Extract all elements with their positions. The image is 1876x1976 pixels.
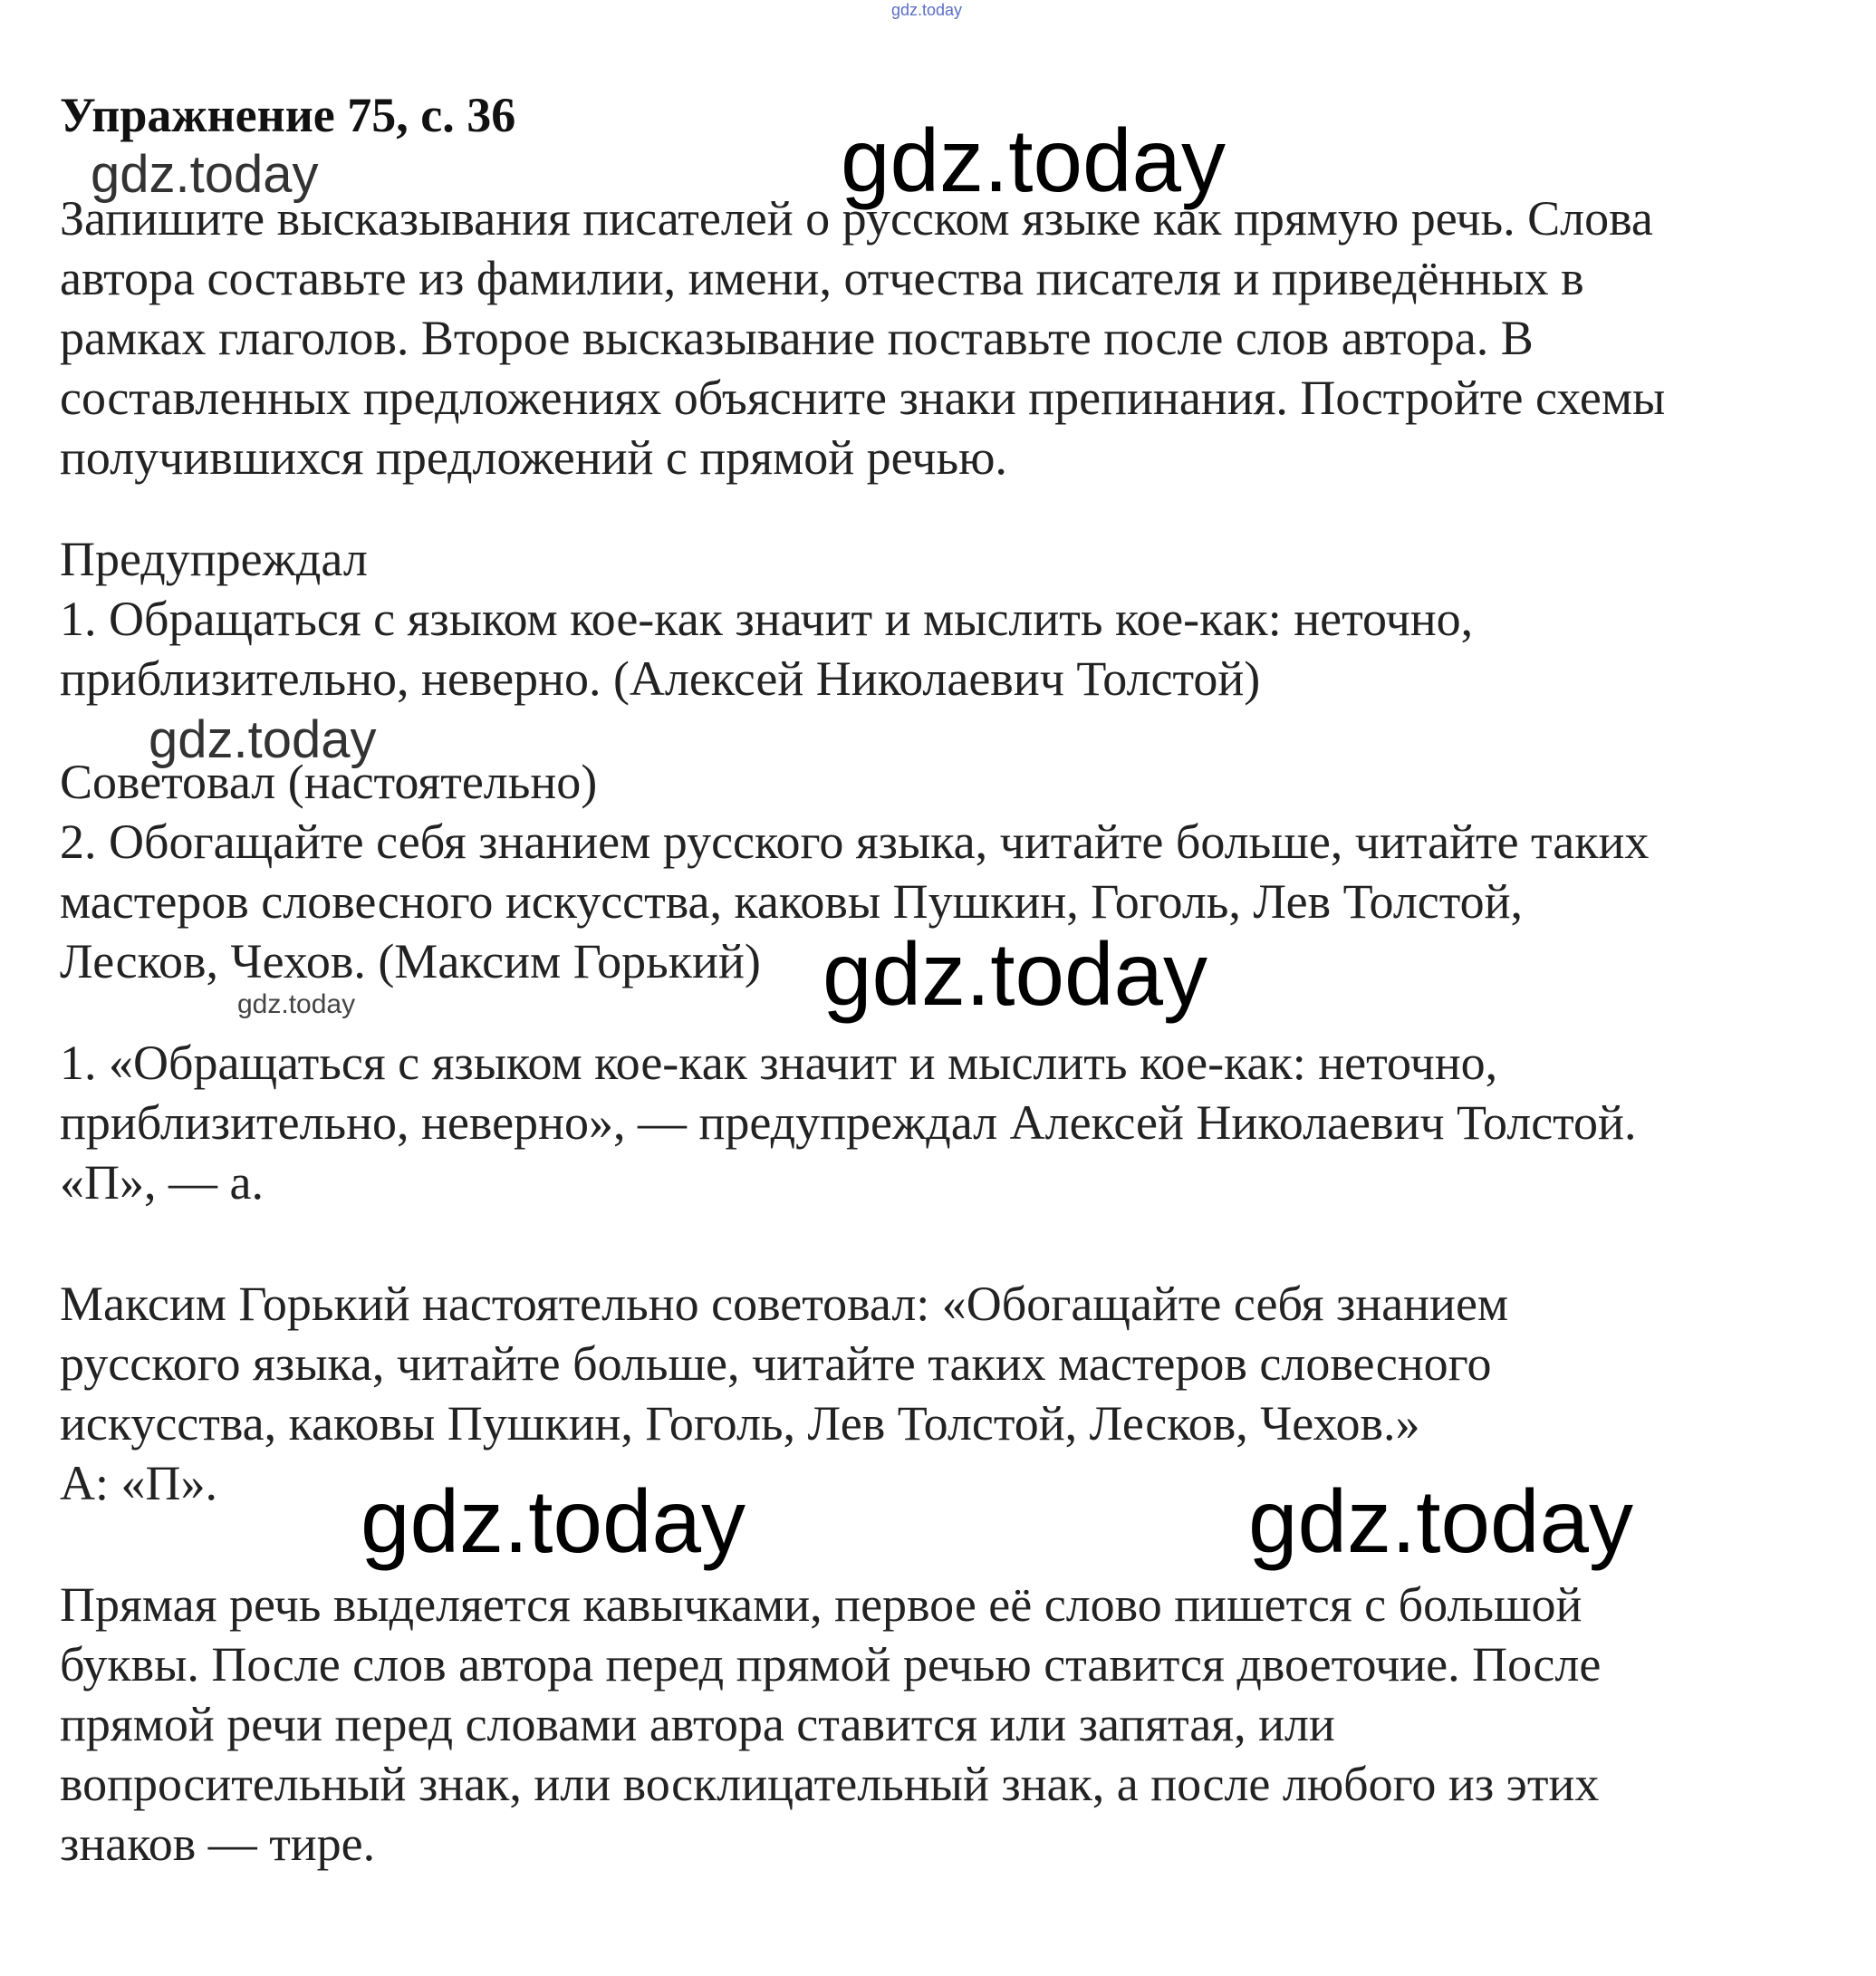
exercise-title: Упражнение 75, с. 36 <box>60 88 516 142</box>
answer-line: Максим Горький настоятельно советовал: «Обогащайте себя знанием <box>60 1277 1509 1331</box>
answer-line: русского языка, читайте больше, читайте таких мастеров словесного <box>60 1336 1492 1391</box>
watermark: gdz.today <box>237 989 356 1019</box>
task-line: получившихся предложений с прямой речью. <box>60 430 1007 485</box>
answer-line: искусства, каковы Пушкин, Гоголь, Лев Толстой, Лесков, Чехов.» <box>60 1396 1420 1451</box>
quote-line: 2. Обогащайте себя знанием русского языка, читайте больше, читайте таких <box>60 814 1650 869</box>
watermark: gdz.today <box>149 710 377 769</box>
watermark: gdz.today <box>91 145 319 204</box>
quote-line: мастеров словесного искусства, каковы Пушкин, Гоголь, Лев Толстой, <box>60 874 1524 929</box>
explanation-line: буквы. После слов автора перед прямой речью ставится двоеточие. После <box>60 1637 1602 1692</box>
verb-label: Советовал (настоятельно) <box>60 755 598 809</box>
sentence-scheme: «П», — а. <box>60 1155 264 1210</box>
answer-line: приблизительно, неверно», — предупреждал Алексей Николаевич Толстой. <box>60 1095 1637 1150</box>
task-line: автора составьте из фамилии, имени, отчества писателя и приведённых в <box>60 251 1584 305</box>
explanation-line: прямой речи перед словами автора ставится или запятая, или <box>60 1697 1335 1751</box>
verb-label: Предупреждал <box>60 532 368 586</box>
quote-line: приблизительно, неверно. (Алексей Николаевич Толстой) <box>60 651 1261 706</box>
quote-line: Лесков, Чехов. (Максим Горький) <box>60 934 761 988</box>
watermark: gdz.today <box>823 924 1207 1024</box>
explanation-line: Прямая речь выделяется кавычками, первое её слово пишется с большой <box>60 1577 1583 1632</box>
watermark: gdz.today <box>1248 1471 1633 1571</box>
explanation-line: вопросительный знак, или восклицательный знак, а после любого из этих <box>60 1757 1600 1811</box>
watermark: gdz.today <box>841 111 1226 210</box>
explanation-line: знаков — тире. <box>60 1817 376 1871</box>
task-line: Запишите высказывания писателей о русском языке как прямую речь. Слова <box>60 191 1653 246</box>
quote-line: 1. Обращаться с языком кое-как значит и мыслить кое-как: неточно, <box>60 592 1474 646</box>
watermark: gdz.today <box>361 1471 746 1571</box>
answer-line: 1. «Обращаться с языком кое-как значит и мыслить кое-как: неточно, <box>60 1036 1498 1090</box>
sentence-scheme: А: «П». <box>60 1456 217 1510</box>
task-line: рамках глаголов. Второе высказывание поставьте после слов автора. В <box>60 311 1534 365</box>
task-line: составленных предложениях объясните знаки препинания. Постройте схемы <box>60 371 1666 425</box>
watermark-top: gdz.today <box>891 1 963 19</box>
